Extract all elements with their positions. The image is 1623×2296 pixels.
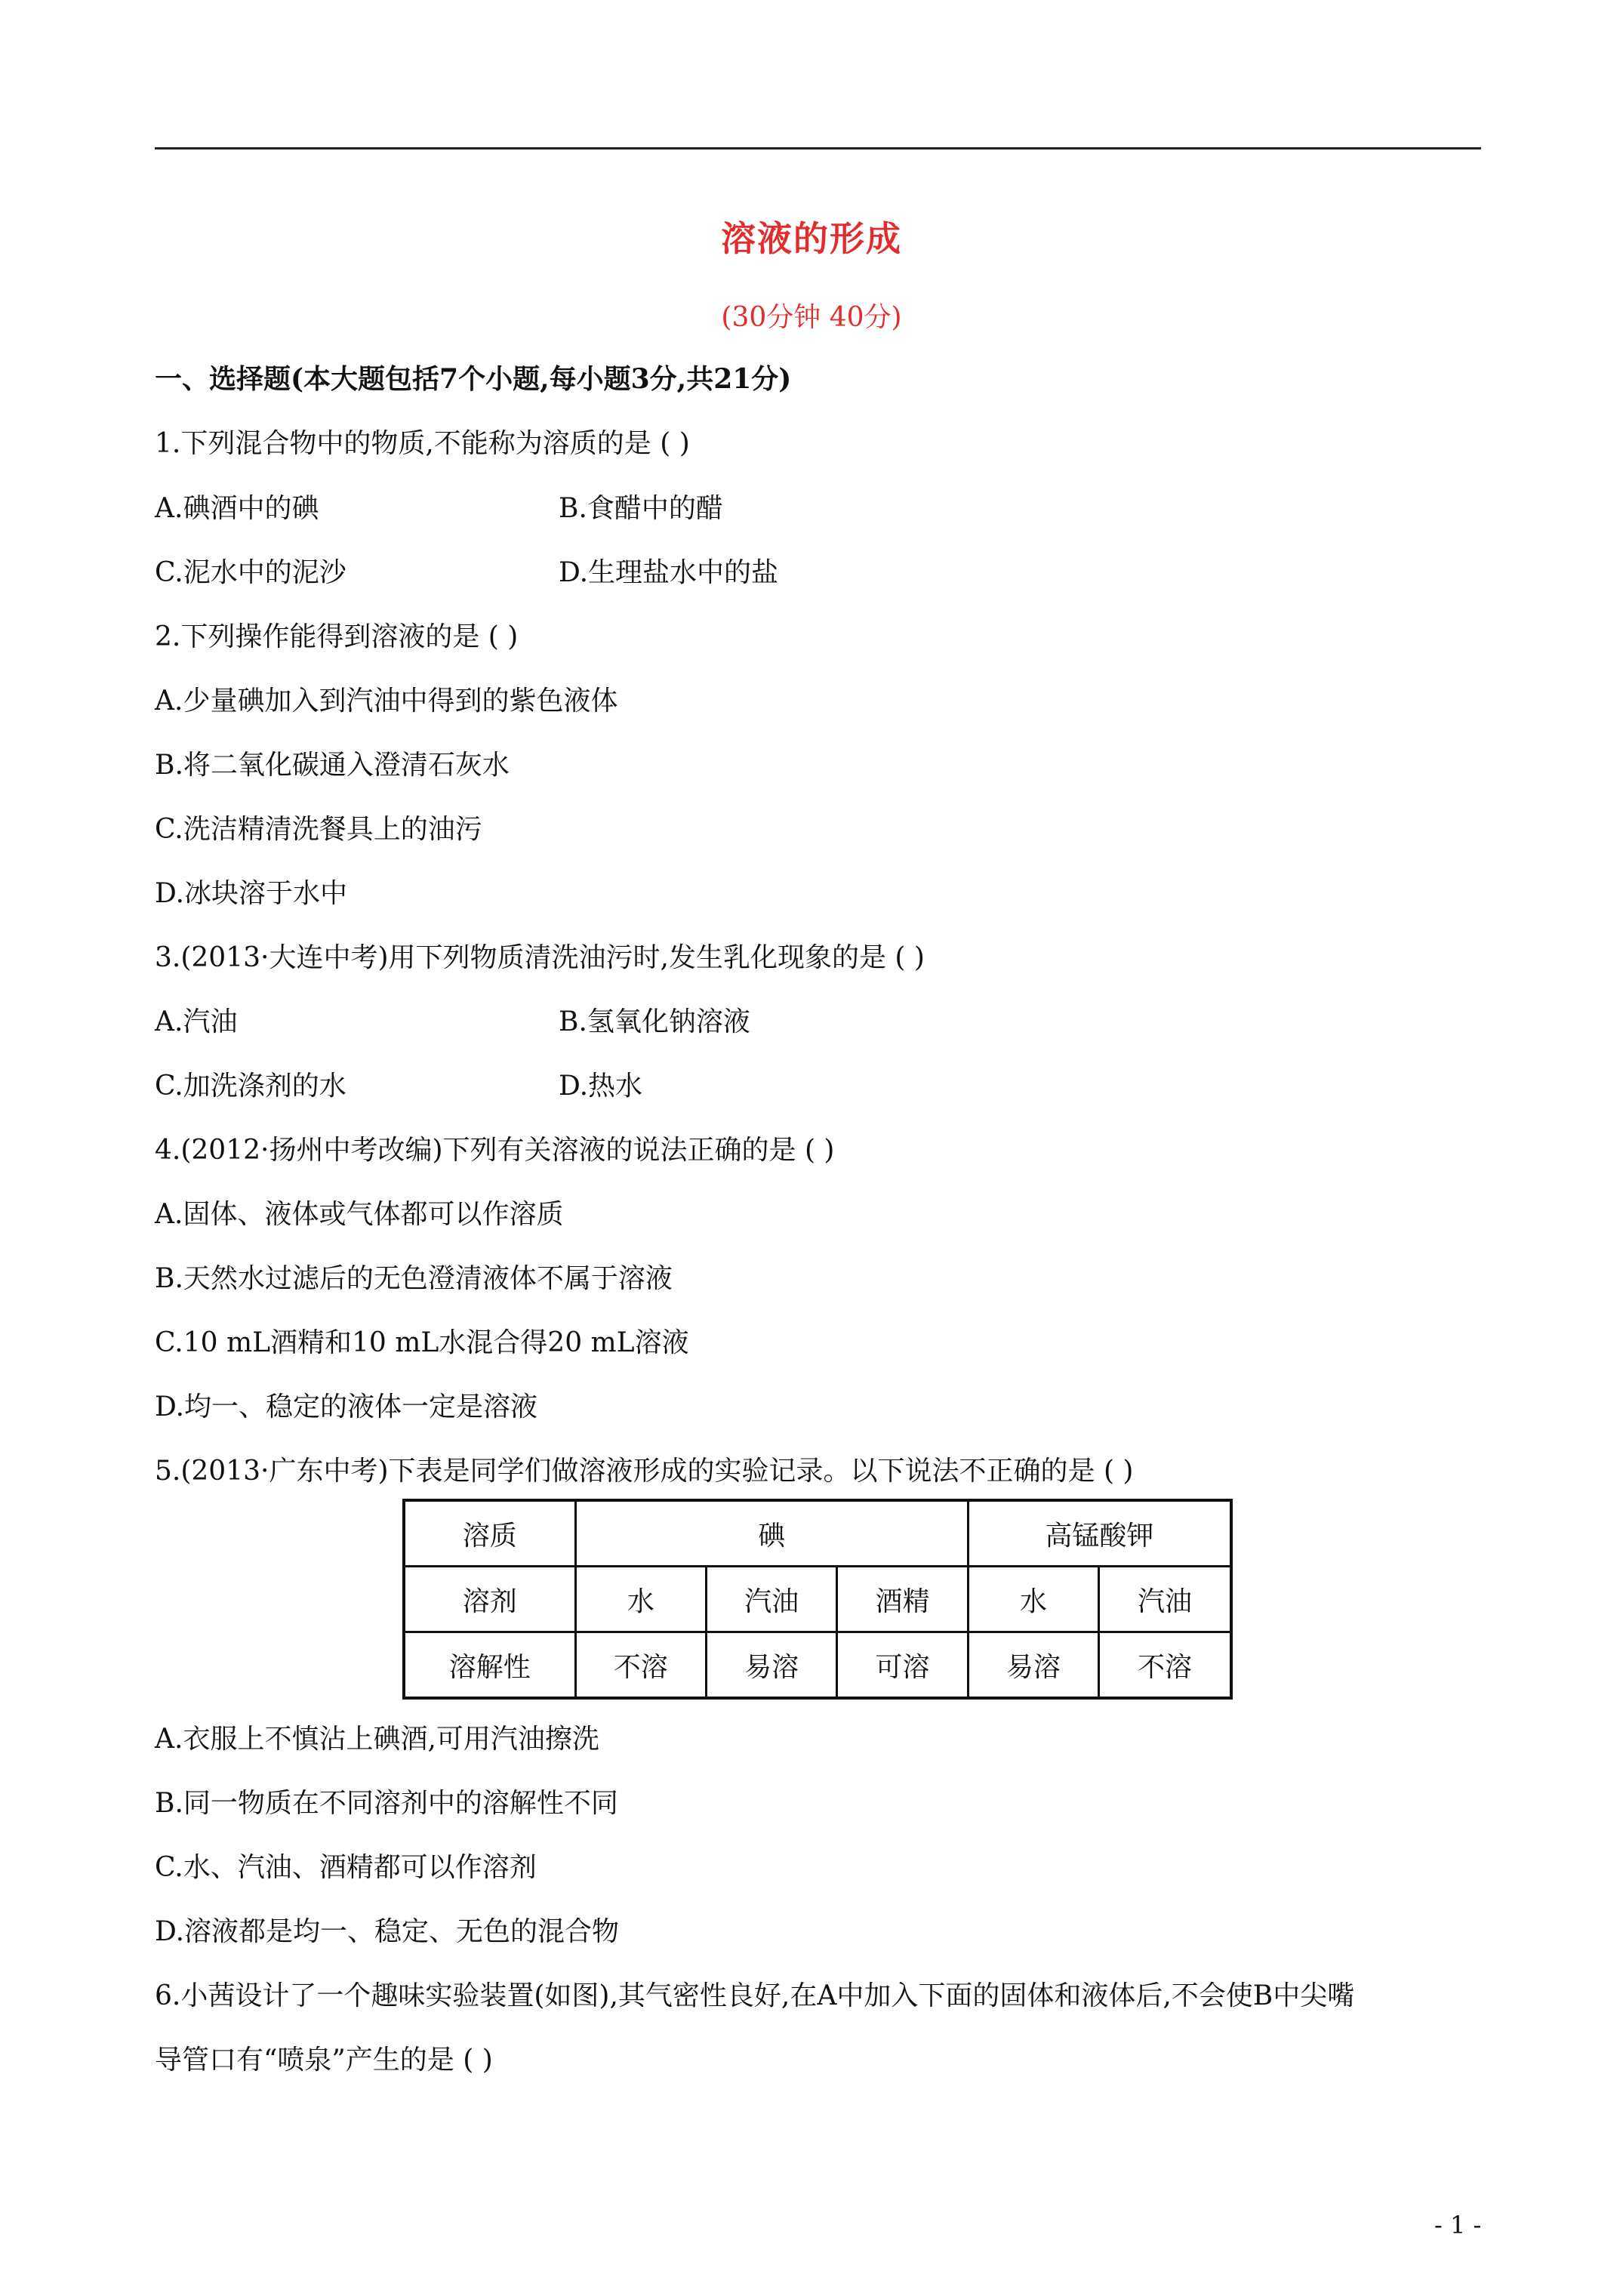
q2-option-a: A.少量碘加入到汽油中得到的紫色液体 (155, 686, 618, 717)
q2-option-b: B.将二氧化碳通入澄清石灰水 (155, 750, 510, 781)
q3-option-c: C.加洗涤剂的水 (155, 1071, 346, 1102)
q3-option-d: D.热水 (559, 1071, 643, 1102)
experiment-table (402, 1499, 1233, 1700)
q5-option-b: B.同一物质在不同溶剂中的溶解性不同 (155, 1788, 618, 1819)
q5-stem: 5.(2013·广东中考)下表是同学们做溶液形成的实验记录。以下说法不正确的是 ( ) (155, 1456, 1134, 1487)
table-cell: 水 (575, 1567, 706, 1632)
q1-stem: 1.下列混合物中的物质,不能称为溶质的是 ( ) (155, 428, 690, 459)
q4-option-c: C.10 mL酒精和10 mL水混合得20 mL溶液 (155, 1327, 689, 1358)
table-cell: 汽油 (1099, 1567, 1231, 1632)
q4-stem: 4.(2012·扬州中考改编)下列有关溶液的说法正确的是 ( ) (155, 1135, 835, 1166)
q6-stem-line2: 导管口有“喷泉”产生的是 ( ) (155, 2045, 493, 2076)
q2-option-c: C.洗洁精清洗餐具上的油污 (155, 814, 482, 845)
page-number: - 1 - (1434, 2211, 1482, 2239)
table-cell: 不溶 (575, 1632, 706, 1699)
page-subtitle: (30分钟 40分) (721, 302, 902, 333)
page-title: 溶液的形成 (721, 218, 902, 259)
table-cell-solvent-label: 溶剂 (404, 1567, 575, 1632)
q1-option-b: B.食醋中的醋 (559, 493, 723, 524)
table-cell: 易溶 (968, 1632, 1098, 1699)
table-row (404, 1567, 1231, 1632)
q4-option-d: D.均一、稳定的液体一定是溶液 (155, 1391, 538, 1422)
q6-stem-line1: 6.小茜设计了一个趣味实验装置(如图),其气密性良好,在A中加入下面的固体和液体后,不会使B中尖嘴 (155, 1980, 1355, 2011)
q5-option-d: D.溶液都是均一、稳定、无色的混合物 (155, 1916, 620, 1947)
table-cell-kmno4: 高锰酸钾 (968, 1500, 1231, 1567)
q1-option-d: D.生理盐水中的盐 (559, 557, 779, 588)
q5-option-c: C.水、汽油、酒精都可以作溶剂 (155, 1852, 537, 1883)
table-cell-solute-label: 溶质 (404, 1500, 575, 1567)
table-cell: 易溶 (707, 1632, 837, 1699)
q2-option-d: D.冰块溶于水中 (155, 878, 348, 909)
q3-stem: 3.(2013·大连中考)用下列物质清洗油污时,发生乳化现象的是 ( ) (155, 942, 925, 973)
q1-option-c: C.泥水中的泥沙 (155, 557, 346, 588)
q4-option-b: B.天然水过滤后的无色澄清液体不属于溶液 (155, 1263, 673, 1294)
header-rule (155, 147, 1481, 149)
table-cell: 酒精 (837, 1567, 968, 1632)
q5-option-a: A.衣服上不慎沾上碘酒,可用汽油擦洗 (155, 1724, 599, 1755)
table-cell: 不溶 (1099, 1632, 1231, 1699)
table-row (404, 1632, 1231, 1699)
table-cell-solubility-label: 溶解性 (404, 1632, 575, 1699)
q1-option-a: A.碘酒中的碘 (155, 493, 319, 524)
q2-stem: 2.下列操作能得到溶液的是 ( ) (155, 621, 519, 652)
q3-option-b: B.氢氧化钠溶液 (559, 1006, 750, 1037)
section-heading: 一、选择题(本大题包括7个小题,每小题3分,共21分) (155, 363, 792, 395)
table-cell: 汽油 (707, 1567, 837, 1632)
table-cell: 水 (968, 1567, 1098, 1632)
q3-option-a: A.汽油 (155, 1006, 238, 1037)
table-cell-iodine: 碘 (575, 1500, 968, 1567)
table-row (404, 1500, 1231, 1567)
q4-option-a: A.固体、液体或气体都可以作溶质 (155, 1199, 564, 1230)
table-cell: 可溶 (837, 1632, 968, 1699)
